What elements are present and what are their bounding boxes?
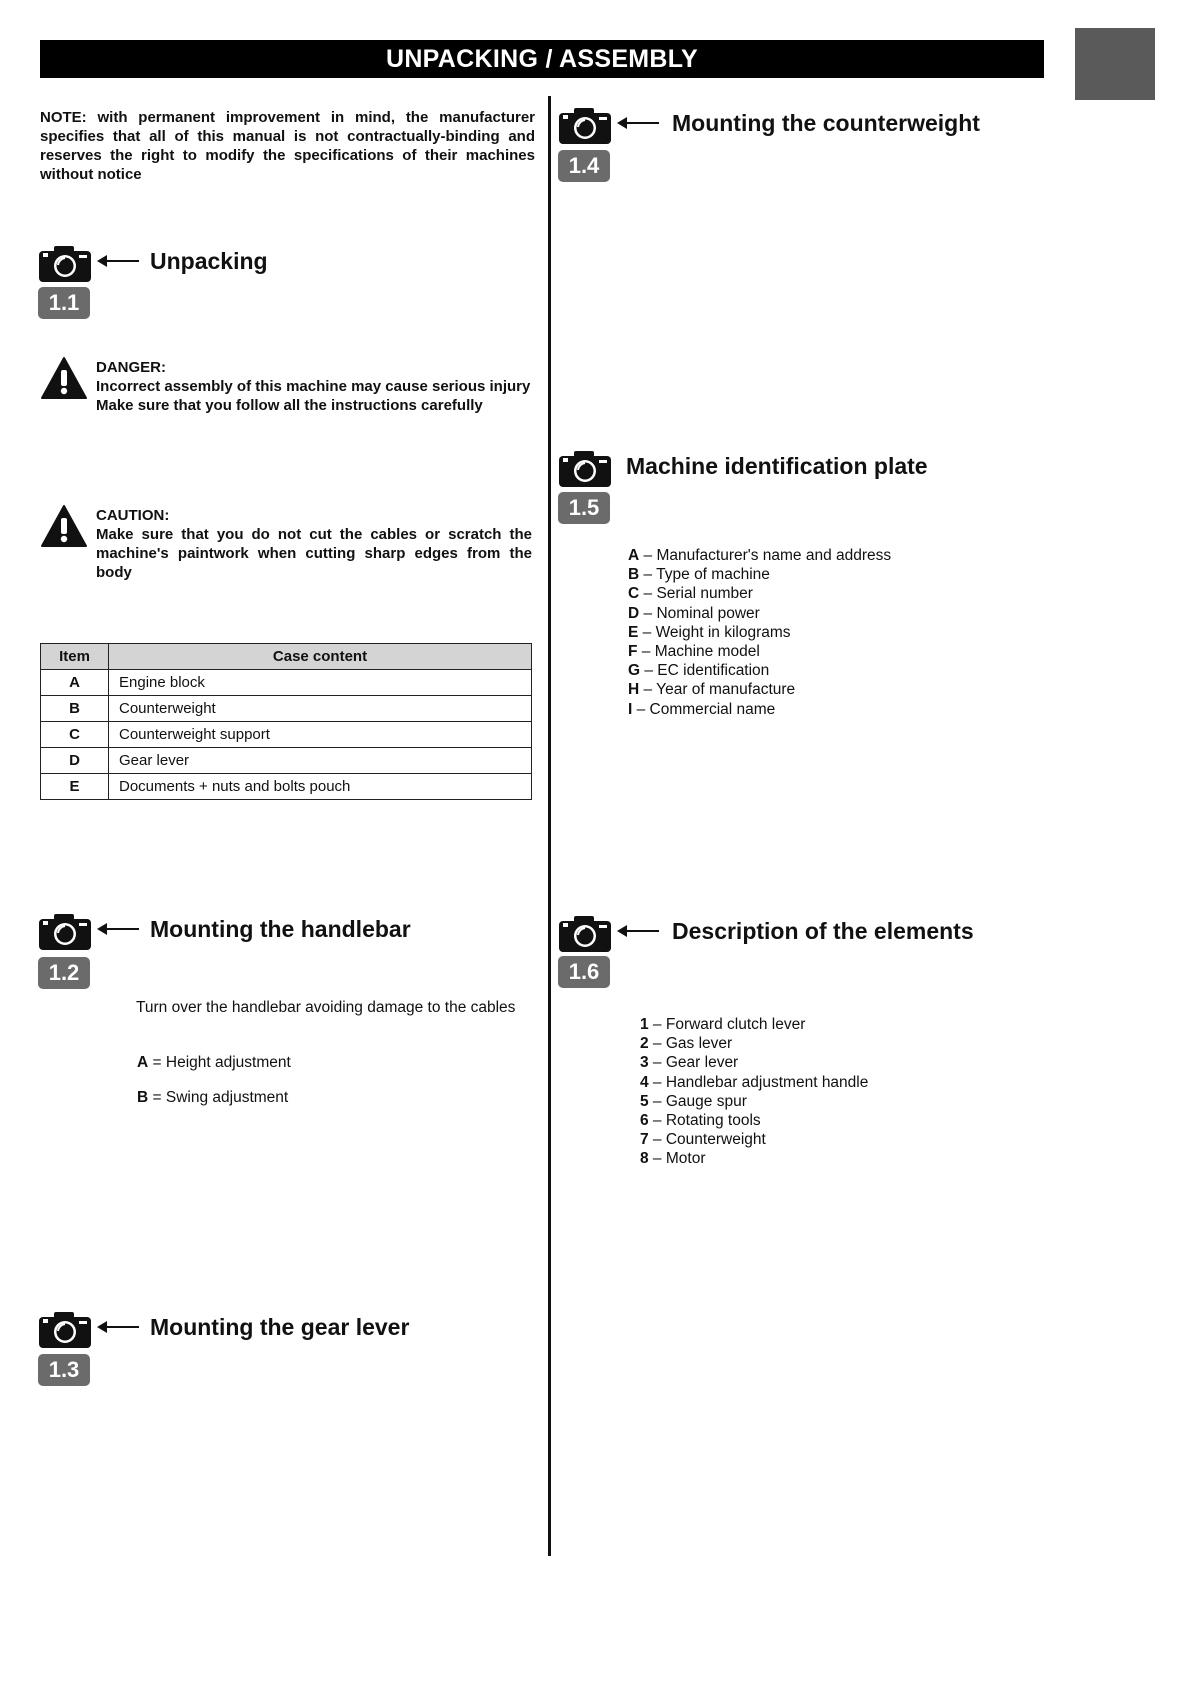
section-title: Unpacking xyxy=(150,248,268,274)
table-header-row xyxy=(41,644,532,670)
list-item xyxy=(640,1111,868,1130)
item-key: B xyxy=(628,566,640,584)
note-text: NOTE: with permanent improvement in mind, the manufacturer specifies that all of this manual is not contractually-binding and reserves the right to modify the specifications of their machines without notice xyxy=(40,109,535,183)
item-separator: – xyxy=(639,604,657,622)
item-text: Year of manufacture xyxy=(656,681,796,699)
item-key: 6 xyxy=(640,1112,649,1130)
item-key: 8 xyxy=(640,1150,649,1168)
arrow-left-icon xyxy=(616,923,660,939)
table-cell-item: A xyxy=(41,670,109,696)
item-text: Machine model xyxy=(654,643,760,661)
item-key: E xyxy=(628,623,639,641)
chapter-tab xyxy=(1075,28,1155,100)
item-separator: = xyxy=(148,1054,166,1071)
item-text: Type of machine xyxy=(656,566,770,584)
item-separator: – xyxy=(637,643,655,661)
item-text: Height adjustment xyxy=(165,1054,291,1071)
item-text: Rotating tools xyxy=(665,1112,761,1130)
section-title: Mounting the handlebar xyxy=(150,916,411,942)
section-title: Mounting the counterweight xyxy=(672,110,980,136)
item-separator: – xyxy=(640,662,658,680)
item-separator: – xyxy=(639,566,657,584)
item-text: Weight in kilograms xyxy=(655,623,791,641)
table-cell-content: Counterweight support xyxy=(109,722,532,748)
item-separator: – xyxy=(639,585,657,603)
elements-list xyxy=(640,1015,868,1169)
section-badge: 1.3 xyxy=(38,1354,90,1386)
item-text: Gauge spur xyxy=(665,1092,747,1110)
camera-icon xyxy=(558,107,612,145)
danger-block xyxy=(96,358,532,415)
item-key: B xyxy=(137,1089,149,1106)
item-separator: – xyxy=(648,1054,666,1072)
warning-icon xyxy=(40,356,88,400)
table-header-item: Item xyxy=(41,644,109,670)
identification-plate-list xyxy=(628,546,891,719)
item-key: I xyxy=(628,700,633,718)
item-text: Motor xyxy=(665,1150,706,1168)
table-row xyxy=(41,696,532,722)
item-key: 7 xyxy=(640,1131,649,1149)
handlebar-item xyxy=(137,1054,291,1072)
list-item xyxy=(628,642,891,661)
item-key: 3 xyxy=(640,1054,649,1072)
column-divider xyxy=(548,96,551,1556)
list-item xyxy=(640,1092,868,1111)
item-separator: = xyxy=(148,1089,166,1106)
danger-label: DANGER: xyxy=(96,359,166,376)
item-text: EC identification xyxy=(657,662,770,680)
table-cell-item: B xyxy=(41,696,109,722)
item-text: Serial number xyxy=(656,585,753,603)
item-separator: – xyxy=(648,1073,666,1091)
arrow-left-icon xyxy=(616,115,660,131)
item-separator: – xyxy=(639,681,657,699)
table-row xyxy=(41,722,532,748)
item-separator: – xyxy=(648,1150,666,1168)
section-1-2-header xyxy=(38,913,411,951)
table-cell-content: Engine block xyxy=(109,670,532,696)
camera-icon xyxy=(558,450,612,488)
item-separator: – xyxy=(648,1131,666,1149)
list-item xyxy=(628,546,891,565)
list-item xyxy=(628,584,891,603)
section-1-6-header xyxy=(558,915,974,953)
section-badge: 1.4 xyxy=(558,150,610,182)
item-key: 5 xyxy=(640,1092,649,1110)
item-separator: – xyxy=(648,1112,666,1130)
table-cell-item: C xyxy=(41,722,109,748)
list-item xyxy=(628,604,891,623)
table-cell-content: Documents + nuts and bolts pouch xyxy=(109,774,532,800)
section-badge: 1.2 xyxy=(38,957,90,989)
item-text: Manufacturer's name and address xyxy=(656,547,892,564)
list-item xyxy=(640,1053,868,1072)
item-text: Handlebar adjustment handle xyxy=(665,1073,869,1091)
camera-icon xyxy=(38,913,92,951)
item-separator: – xyxy=(638,623,656,641)
item-key: A xyxy=(137,1054,149,1071)
item-key: D xyxy=(628,604,640,622)
camera-icon xyxy=(558,915,612,953)
section-1-5-header xyxy=(558,450,928,488)
item-text: Gas lever xyxy=(665,1035,733,1053)
table-row xyxy=(41,748,532,774)
camera-icon xyxy=(38,1311,92,1349)
section-1-3-header xyxy=(38,1311,409,1349)
item-key: C xyxy=(628,585,640,603)
arrow-left-icon xyxy=(96,253,140,269)
section-badge: 1.5 xyxy=(558,492,610,524)
list-item xyxy=(628,680,891,699)
list-item xyxy=(628,661,891,680)
item-key: G xyxy=(628,662,641,680)
section-1-1-header xyxy=(38,245,268,283)
arrow-left-icon xyxy=(96,1319,140,1335)
item-key: 2 xyxy=(640,1035,649,1053)
table-header-content: Case content xyxy=(109,644,532,670)
item-text: Gear lever xyxy=(665,1054,739,1072)
list-item xyxy=(628,565,891,584)
table-cell-content: Gear lever xyxy=(109,748,532,774)
item-key: 1 xyxy=(640,1016,649,1033)
list-item xyxy=(640,1149,868,1168)
section-1-4-header xyxy=(558,107,980,145)
handlebar-instruction: Turn over the handlebar avoiding damage to the cables xyxy=(136,999,516,1016)
section-badge: 1.6 xyxy=(558,956,610,988)
list-item xyxy=(640,1034,868,1053)
table-cell-content: Counterweight xyxy=(109,696,532,722)
item-separator: – xyxy=(632,700,650,718)
caution-block xyxy=(96,506,532,582)
item-key: 4 xyxy=(640,1073,649,1091)
section-title: Machine identification plate xyxy=(626,453,928,479)
caution-text: Make sure that you do not cut the cables or scratch the machine's paintwork when cutting sharp edges from the body xyxy=(96,526,532,581)
item-text: Commercial name xyxy=(649,700,776,718)
handlebar-item xyxy=(137,1089,288,1107)
arrow-left-icon xyxy=(96,921,140,937)
item-key: A xyxy=(628,547,640,564)
item-text: Forward clutch lever xyxy=(665,1016,806,1033)
list-item xyxy=(640,1130,868,1149)
item-text: Nominal power xyxy=(656,604,760,622)
item-text: Counterweight xyxy=(665,1131,766,1149)
item-separator: – xyxy=(648,1016,666,1033)
warning-icon xyxy=(40,504,88,548)
camera-icon xyxy=(38,245,92,283)
caution-label: CAUTION: xyxy=(96,507,170,524)
list-item xyxy=(640,1073,868,1092)
item-key: H xyxy=(628,681,640,699)
item-separator: – xyxy=(639,547,657,564)
item-key: F xyxy=(628,643,638,661)
item-separator: – xyxy=(648,1035,666,1053)
table-row xyxy=(41,774,532,800)
table-cell-item: D xyxy=(41,748,109,774)
table-cell-item: E xyxy=(41,774,109,800)
list-item xyxy=(628,623,891,642)
page-header: UNPACKING / ASSEMBLY xyxy=(40,40,1044,78)
section-title: Description of the elements xyxy=(672,918,974,944)
list-item xyxy=(628,700,891,719)
section-badge: 1.1 xyxy=(38,287,90,319)
item-separator: – xyxy=(648,1092,666,1110)
table-row xyxy=(41,670,532,696)
danger-line-2: Make sure that you follow all the instructions carefully xyxy=(96,397,483,414)
section-title: Mounting the gear lever xyxy=(150,1314,410,1340)
case-content-table xyxy=(40,643,532,800)
list-item xyxy=(640,1015,868,1034)
danger-line-1: Incorrect assembly of this machine may cause serious injury xyxy=(96,378,531,395)
item-text: Swing adjustment xyxy=(165,1089,289,1106)
